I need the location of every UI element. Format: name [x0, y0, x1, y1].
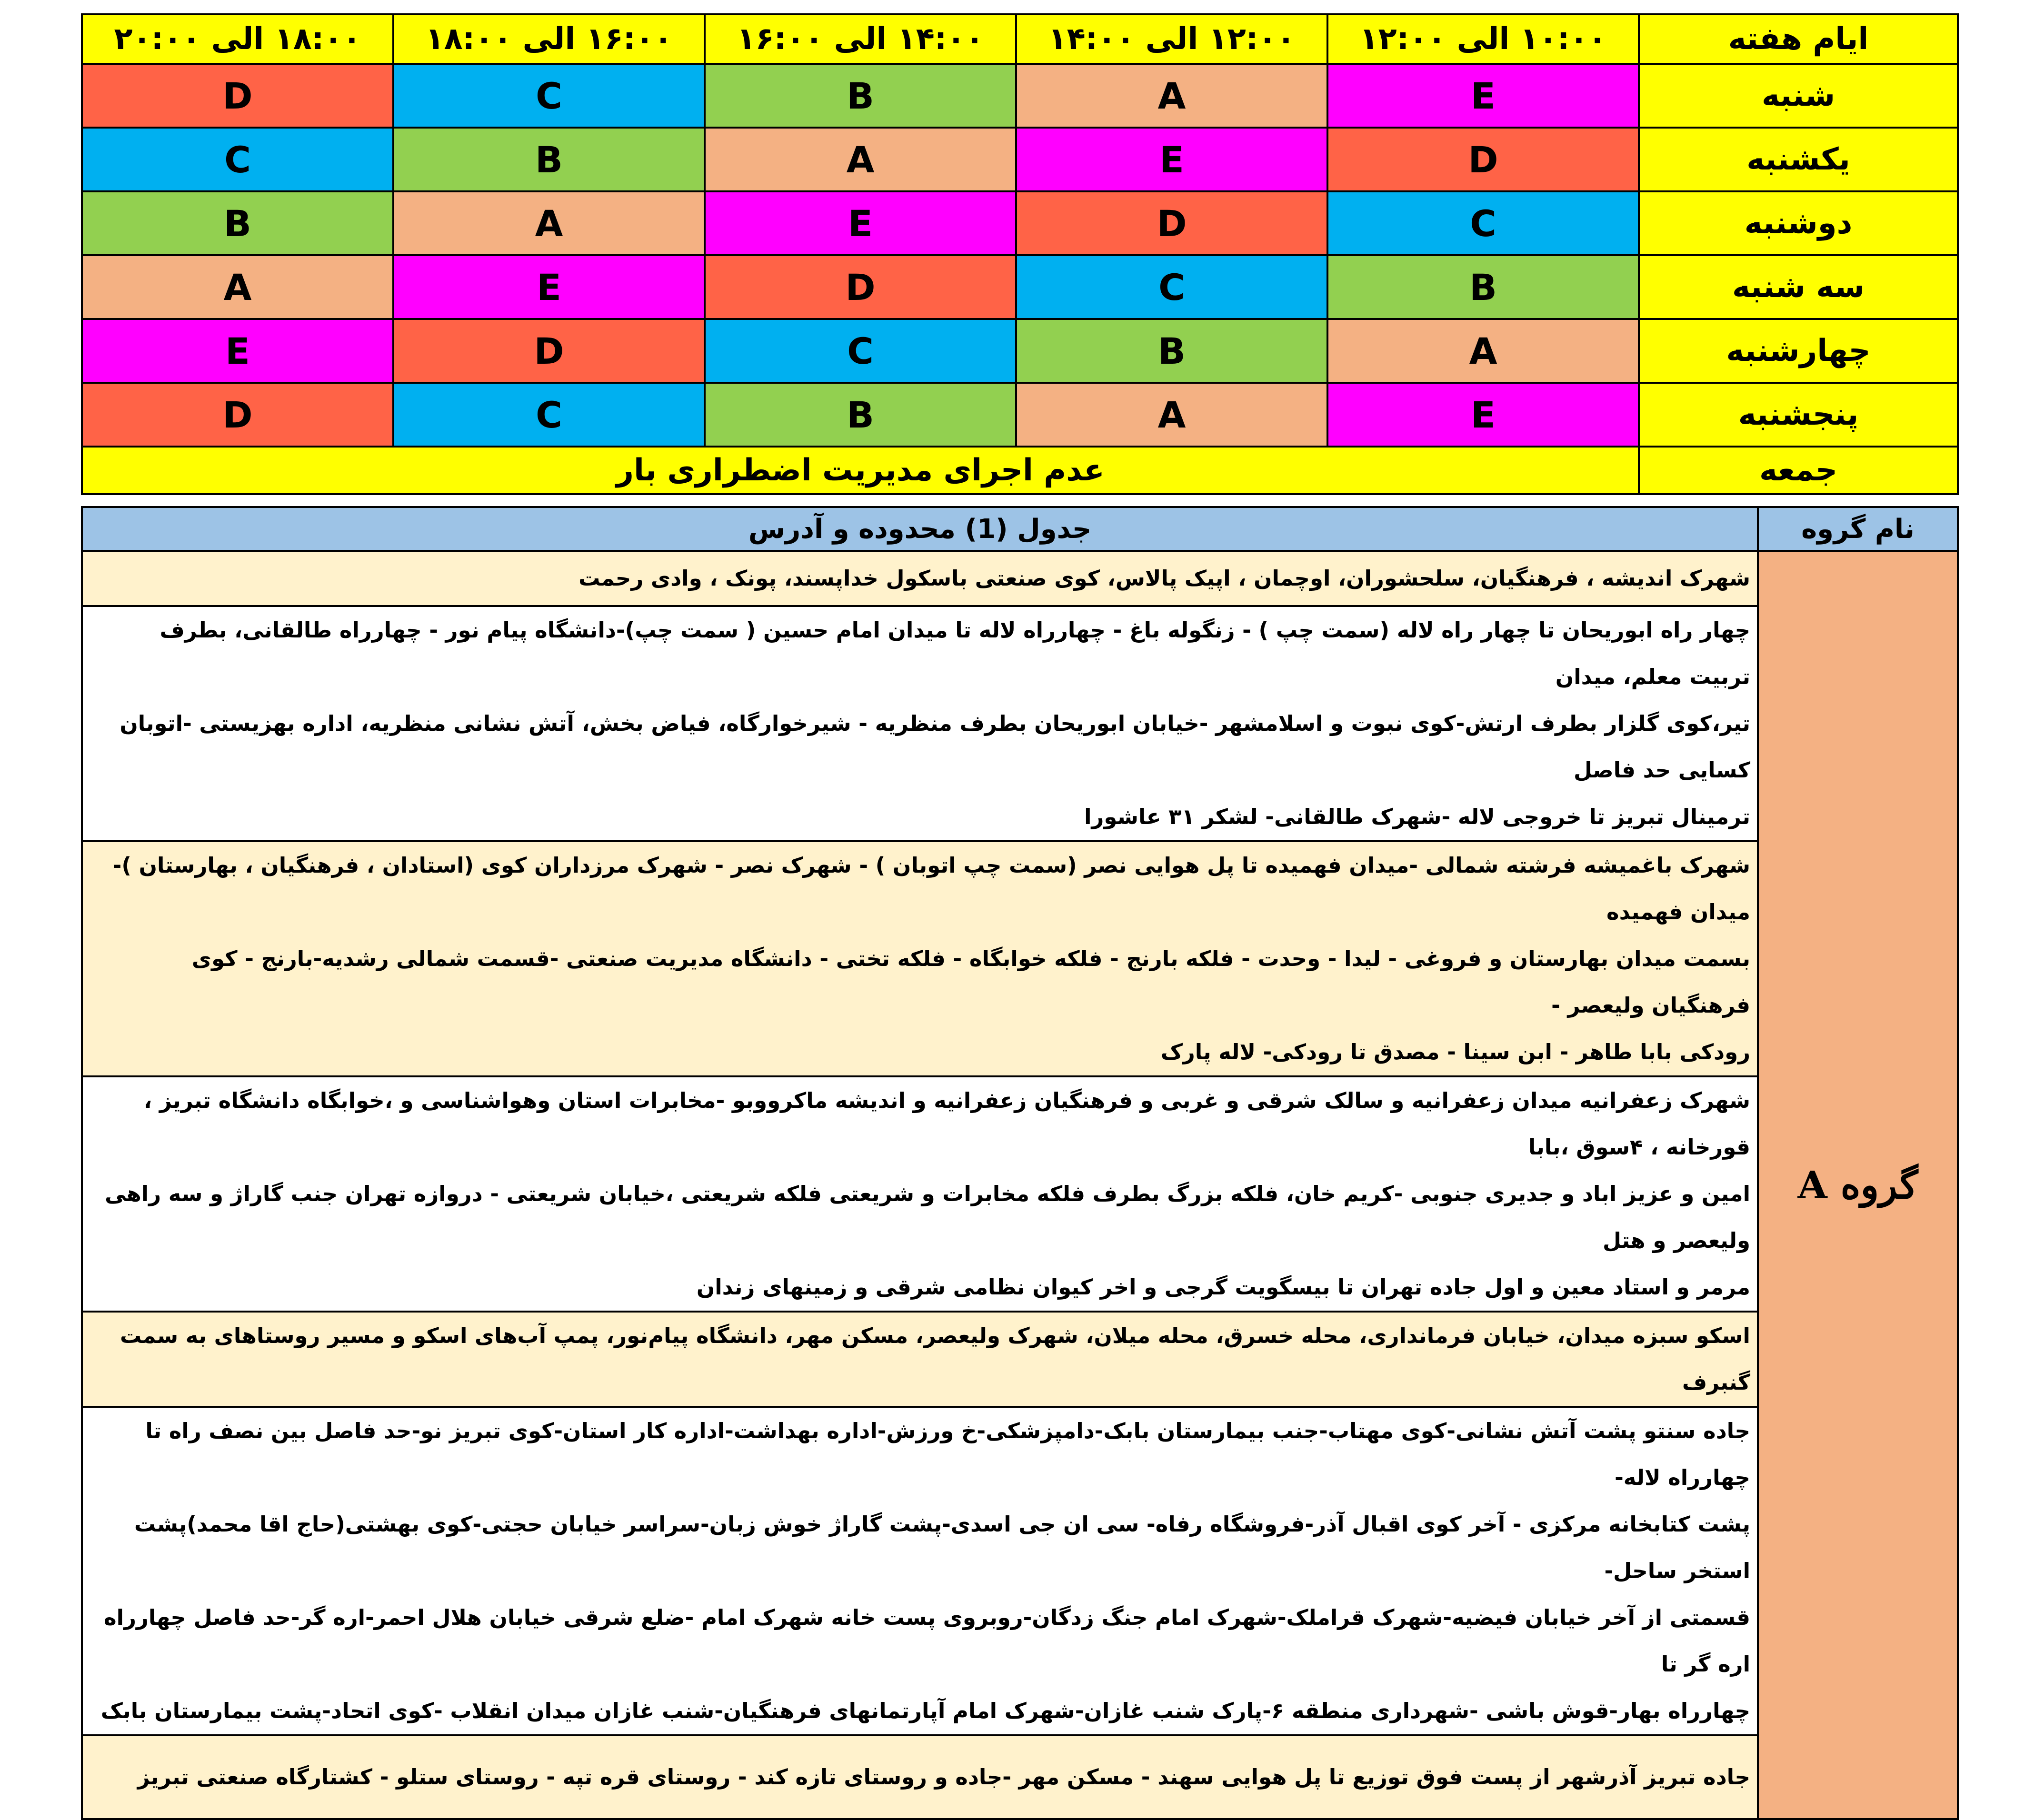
address-block [82, 841, 1958, 1076]
friday-note: عدم اجرای مدیریت اضطراری بار [82, 447, 1639, 494]
address-line: رودکی بابا طاهر - ابن سینا - مصدق تا رودکی- لاله پارک [1160, 1039, 1750, 1064]
day-label: دوشنبه [1639, 191, 1958, 255]
header-slot-5: ۱۸:۰۰ الی ۲۰:۰۰ [82, 14, 393, 64]
day-label: جمعه [1639, 447, 1958, 494]
address-text [82, 1407, 1758, 1735]
slot-cell: E [1327, 64, 1639, 128]
schedule-row-sunday [82, 128, 1958, 191]
address-line: شهرک زعفرانیه میدان زعفرانیه و سالک شرقی و غربی و فرهنگیان زعفرانیه و اندیشه ماکرووبو -مخابرات استان وهواشناسی و ،خوابگاه دانشگاه تبریز ، قورخانه ، ۴سوق ،بابا [144, 1088, 1750, 1160]
address-text [82, 606, 1758, 841]
slot-cell: C [393, 64, 705, 128]
address-text [82, 1076, 1758, 1312]
address-line: اسکو سبزه میدان، خیابان فرمانداری، محله خسرق، محله میلان، شهرک ولیعصر، مسکن مهر، دانشگاه پیام‌نور، پمپ آب‌های اسکو و مسیر روستاهای به سمت گنبرف [120, 1323, 1750, 1395]
slot-cell: B [393, 128, 705, 191]
slot-cell: E [393, 255, 705, 319]
address-line: پشت کتابخانه مرکزی - آخر کوی اقبال آذر-فروشگاه رفاه- سی ان جی اسدی-پشت گاراژ خوش زبان-سراسر خیابان حجتی-کوی بهشتی(حاج اقا محمد)پشت استخر ساحل- [134, 1512, 1750, 1583]
slot-cell: C [1327, 191, 1639, 255]
address-line: جاده سنتو پشت آتش نشانی-کوی مهتاب-جنب بیمارستان بابک-دامپزشکی-خ ورزش-اداره بهداشت-اداره کار استان-کوی تبریز نو-حد فاصل بین نصف راه تا چهارراه لاله- [145, 1418, 1750, 1490]
schedule-row-monday [82, 191, 1958, 255]
slot-cell: C [1016, 255, 1327, 319]
slot-cell: B [1016, 319, 1327, 383]
address-text [82, 1312, 1758, 1407]
address-line: شهرک باغمیشه فرشته شمالی -میدان فهمیده تا پل هوایی نصر (سمت چپ اتوبان ) - شهرک نصر - شهرک مرزداران کوی (استادان ، فرهنگیان ، بهارستان )-میدان فهمیده [112, 853, 1750, 925]
address-line: ترمینال تبریز تا خروجی لاله -شهرک طالقانی- لشکر ۳۱ عاشورا [1084, 804, 1750, 829]
slot-cell: D [1016, 191, 1327, 255]
address-line: امین و عزیز اباد و جدیری جنوبی -کریم خان، فلکه بزرگ بطرف فلکه مخابرات و شریعتی فلکه شریعتی ،خیابان شریعتی - دروازه تهران جنب گاراژ و سه راهی ولیعصر و هتل [105, 1181, 1750, 1253]
slot-cell: C [393, 383, 705, 447]
address-header-row [82, 507, 1958, 551]
address-block [82, 1735, 1958, 1819]
slot-cell: A [1016, 383, 1327, 447]
slot-cell: A [82, 255, 393, 319]
slot-cell: B [82, 191, 393, 255]
address-line: تیر،کوی گلزار بطرف ارتش-کوی نبوت و اسلامشهر -خیابان ابوریحان بطرف منظریه - شیرخوارگاه، فیاض بخش، آتش نشانی منظریه، اداره بهزیستی -اتوبان کسایی حد فاصل [120, 711, 1750, 783]
address-line: قسمتی از آخر خیابان فیضیه-شهرک قراملک-شهرک امام جنگ زدگان-روبروی پست خانه شهرک امام -ضلع شرقی خیابان هلال احمر-اره گر-حد فاصل چهارراه اره گر تا [104, 1605, 1750, 1677]
address-block [82, 606, 1958, 841]
address-text [82, 841, 1758, 1076]
day-label: یکشنبه [1639, 128, 1958, 191]
address-block [82, 1076, 1958, 1312]
slot-cell: D [1327, 128, 1639, 191]
schedule-table [81, 13, 1959, 495]
slot-cell: C [82, 128, 393, 191]
address-block [82, 1407, 1958, 1735]
slot-cell: E [1327, 383, 1639, 447]
slot-cell: B [705, 383, 1016, 447]
address-block [82, 1312, 1958, 1407]
day-label: پنجشنبه [1639, 383, 1958, 447]
address-table [81, 506, 1959, 1820]
slot-cell: A [393, 191, 705, 255]
schedule-row-thursday [82, 383, 1958, 447]
slot-cell: E [705, 191, 1016, 255]
address-text [82, 551, 1758, 606]
address-text [82, 1735, 1758, 1819]
schedule-header-row [82, 14, 1958, 64]
group-name: گروه A [1758, 551, 1958, 1819]
slot-cell: D [705, 255, 1016, 319]
slot-cell: B [705, 64, 1016, 128]
header-slot-3: ۱۴:۰۰ الی ۱۶:۰۰ [705, 14, 1016, 64]
slot-cell: C [705, 319, 1016, 383]
address-line: چهارراه بهار-قوش باشی -شهرداری منطقه ۶-پارک شنب غازان-شهرک امام آپارتمانهای فرهنگیان-شنب غازان میدان انقلاب -کوی اتحاد-پشت بیمارستان بابک [100, 1698, 1750, 1723]
address-line: جاده تبریز آذرشهر از پست فوق توزیع تا پل هوایی سهند - مسکن مهر -جاده و روستای تازه کند - روستای قره تپه - روستای ستلو - کشتارگاه صنعتی تبریز [137, 1764, 1750, 1790]
slot-cell: E [1016, 128, 1327, 191]
slot-cell: D [82, 383, 393, 447]
slot-cell: B [1327, 255, 1639, 319]
header-slot-4: ۱۶:۰۰ الی ۱۸:۰۰ [393, 14, 705, 64]
schedule-row-saturday [82, 64, 1958, 128]
address-line: چهار راه ابوریحان تا چهار راه لاله (سمت چپ ) - زنگوله باغ - چهارراه لاله تا میدان امام حسین ( سمت چپ)-دانشگاه پیام نور - چهارراه طالقانی، بطرف تربیت معلم، میدان [160, 617, 1750, 689]
slot-cell: A [1016, 64, 1327, 128]
address-line: مرمر و استاد معین و اول جاده تهران تا بیسگویت گرجی و اخر کیوان نظامی شرقی و زمینهای زندان [696, 1274, 1750, 1300]
header-slot-2: ۱۲:۰۰ الی ۱۴:۰۰ [1016, 14, 1327, 64]
day-label: سه شنبه [1639, 255, 1958, 319]
day-label: شنبه [1639, 64, 1958, 128]
address-line: بسمت میدان بهارستان و فروغی - لیدا - وحدت - فلکه بارنج - فلکه خوابگاه - فلکه تختی - دانشگاه مدیریت صنعتی -قسمت شمالی رشدیه-بارنج - کوی فرهنگیان ولیعصر - [191, 946, 1750, 1018]
schedule-row-wednesday [82, 319, 1958, 383]
slot-cell: D [82, 64, 393, 128]
slot-cell: A [1327, 319, 1639, 383]
schedule-row-tuesday [82, 255, 1958, 319]
header-days: ایام هفته [1639, 14, 1958, 64]
slot-cell: D [393, 319, 705, 383]
group-name-header: نام گروه [1758, 507, 1958, 551]
address-block [82, 551, 1958, 606]
address-line: شهرک اندیشه ، فرهنگیان، سلحشوران، اوچمان ، اپیک پالاس، کوی صنعتی باسکول خداپسند، پونک ، وادی رحمت [579, 566, 1750, 591]
day-label: چهارشنبه [1639, 319, 1958, 383]
header-slot-1: ۱۰:۰۰ الی ۱۲:۰۰ [1327, 14, 1639, 64]
schedule-row-friday [82, 447, 1958, 494]
slot-cell: E [82, 319, 393, 383]
area-address-header: جدول (1) محدوده و آدرس [82, 507, 1758, 551]
slot-cell: A [705, 128, 1016, 191]
